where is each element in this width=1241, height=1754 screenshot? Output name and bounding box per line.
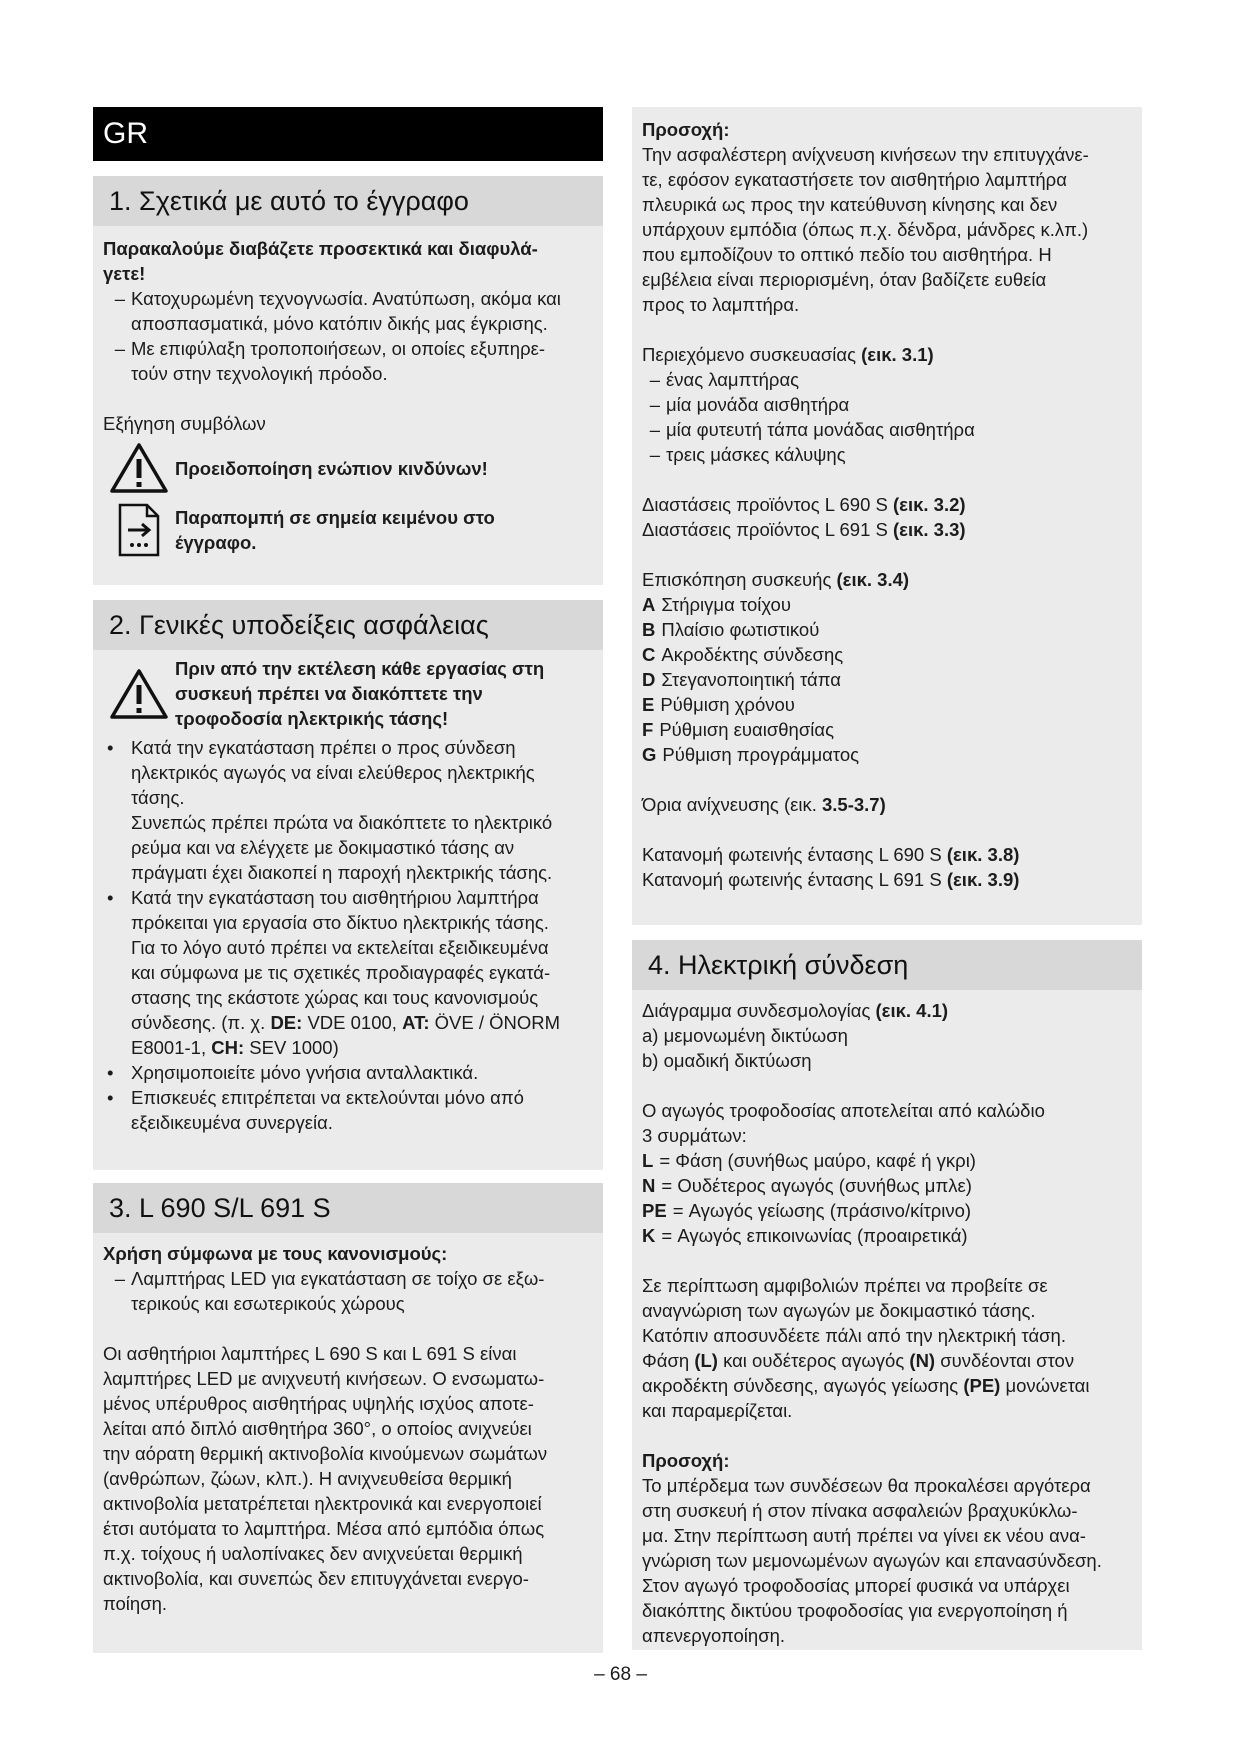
caution-line: υπάρχουν εμπόδια (όπως π.χ. δένδρα, μάνδρες κ.λπ.) — [642, 219, 1089, 240]
warning-triangle-icon — [109, 668, 169, 720]
caution-line: Την ασφαλέστερη ανίχνευση κινήσεων την επιτυγχάνε- — [642, 144, 1089, 165]
language-tag — [93, 107, 603, 161]
warning-triangle-icon — [109, 442, 169, 494]
s2-b2-line: και σύμφωνα με τις σχετικές προδιαγραφές εγκατά- — [131, 962, 551, 983]
doubt-line: Σε περίπτωση αμφιβολιών πρέπει να προβείτε σε — [642, 1275, 1048, 1296]
list-item: – τρεις μάσκες κάλυψης — [642, 442, 1132, 467]
doubt-line: Φάση (L) και ουδέτερος αγωγός (N) συνδέονται στον — [642, 1350, 1075, 1371]
wire-item: K = Αγωγός επικοινωνίας (προαιρετικά) — [642, 1225, 968, 1246]
package-item: μία φυτευτή τάπα μονάδας αισθητήρα — [666, 419, 975, 440]
s1-d1-line: αποσπασματικά, μόνο κατόπιν δικής μας έγκρισης. — [131, 313, 548, 334]
overview-item: D Στεγανοποιητική τάπα — [642, 669, 841, 690]
detection-range-label: Όρια ανίχνευσης (εικ. — [642, 794, 817, 815]
s2-b1-line: Κατά την εγκατάσταση πρέπει ο προς σύνδεση — [131, 737, 516, 758]
caution-line: στη συσκευή ή στον πίνακα ασφαλειών βραχυκύκλω- — [642, 1500, 1078, 1521]
section-2-panel — [93, 600, 603, 1170]
package-item: τρεις μάσκες κάλυψης — [666, 444, 846, 465]
s3-para-line: ποίηση. — [103, 1593, 168, 1614]
symbol-reference-text: έγγραφο. — [175, 532, 257, 553]
figure-ref: (εικ. 3.9) — [946, 869, 1020, 890]
s3-d1-line: Λαμπτήρας LED για εγκατάσταση σε τοίχο σε εξω- — [131, 1268, 545, 1289]
s2-b2-line: E8001-1, — [131, 1037, 212, 1058]
caution-line: εμβέλεια είναι περιορισμένη, όταν βαδίζετε ευθεία — [642, 269, 1047, 290]
doubt-line: αναγνώριση των αγωγών με δοκιμαστικό τάσης. — [642, 1300, 1036, 1321]
section-4-title: 4. Ηλεκτρική σύνδεση — [632, 940, 1142, 990]
doubt-line: και παραμερίζεται. — [642, 1400, 793, 1421]
page-number: – 68 – — [594, 1664, 647, 1685]
symbol-reference-text: Παραπομπή σε σημεία κειμένου στο — [175, 507, 495, 528]
s3-para-line: ακτινοβολία μετατρέπεται ηλεκτρονικά και ενεργοποιεί — [103, 1493, 542, 1514]
caution-heading: Προσοχή: — [642, 119, 730, 140]
section-3-panel — [93, 1183, 603, 1653]
light-distribution-label: Κατανομή φωτεινής έντασης L 690 S — [642, 844, 942, 865]
caution-line: διακόπτης δικτύου τροφοδοσίας για ενεργοποίηση ή — [642, 1600, 1068, 1621]
overview-heading — [642, 567, 1132, 592]
language-tag-label: GR — [103, 117, 148, 150]
s1-d2-line: Με επιφύλαξη τροποποιήσεων, οι οποίες εξυπηρε- — [131, 338, 546, 359]
overview-item: E Ρύθμιση χρόνου — [642, 694, 795, 715]
package-item: μία μονάδα αισθητήρα — [666, 394, 850, 415]
s1-intro-line: γετε! — [103, 263, 146, 284]
wire-item: L = Φάση (συνήθως μαύρο, καφέ ή γκρι) — [642, 1150, 976, 1171]
package-contents-label: Περιεχόμενο συσκευασίας — [642, 344, 856, 365]
s3-para-line: π.χ. τοίχους ή υαλοπίνακες δεν ανιχνεύεται θερμική — [103, 1543, 523, 1564]
s2-b2-line: ÖVE / ÖNORM — [429, 1012, 561, 1033]
s3-para-line: λαμπτήρες LED με ανιχνευτή κινήσεων. Ο ενσωματω- — [103, 1368, 545, 1389]
s2-b4-line: εξειδικευμένα συνεργεία. — [131, 1112, 333, 1133]
caution-line: τε, εφόσον εγκαταστήσετε τον αισθητήριο λαμπτήρα — [642, 169, 1067, 190]
section-1-title: 1. Σχετικά με αυτό το έγγραφο — [93, 176, 603, 226]
s3-para-line: λείται από διπλό αισθητήρα 360°, ο οποίος ανιχνεύει — [103, 1418, 532, 1439]
right-panel-continued — [632, 107, 1142, 925]
s2-b2-line: πρόκειται για εργασία στο δίκτυο ηλεκτρικής τάσης. — [131, 912, 549, 933]
list-item: – μία φυτευτή τάπα μονάδας αισθητήρα — [642, 417, 1132, 442]
country-code: AT: — [402, 1012, 430, 1033]
overview-item: B Πλαίσιο φωτιστικού — [642, 619, 820, 640]
wire-item: N = Ουδέτερος αγωγός (συνήθως μπλε) — [642, 1175, 972, 1196]
figure-ref: (εικ. 3.2) — [893, 494, 966, 515]
list-item: • Χρησιμοποιείτε μόνο γνήσια ανταλλακτικά. — [103, 1060, 593, 1085]
section-2-title: 2. Γενικές υποδείξεις ασφάλειας — [93, 600, 603, 650]
package-contents-heading — [642, 342, 1132, 367]
dimensions-line — [642, 517, 1132, 542]
supply-line: 3 συρμάτων: — [642, 1125, 747, 1146]
s2-b2-line: SEV 1000) — [244, 1037, 339, 1058]
list-item: • Κατά την εγκατάσταση του αισθητήριου λαμπτήρα πρόκειται για εργασία στο δίκτυο ηλεκτρικής τάσης. Για το λόγο αυτό πρέπει να εκτελείται εξειδικευμένα και σύμφωνα με τις σχετικές προδιαγραφές εγκατά- στασης της εκάστοτε χώρας και τους κανονισμούς σύνδεσης. (π. χ. DE: VDE 0100, AT: ÖVE / ÖNORM E8001-1, CH: SEV 1000) — [107, 887, 561, 1058]
s2-b4-line: Επισκευές επιτρέπεται να εκτελούνται μόνο από — [131, 1087, 524, 1108]
figure-ref: (εικ. 4.1) — [875, 1000, 949, 1021]
light-distribution-label: Κατανομή φωτεινής έντασης L 691 S — [642, 869, 942, 890]
overview-label: Επισκόπηση συσκευής — [642, 569, 832, 590]
power-warning-line: Πριν από την εκτέλεση κάθε εργασίας στη — [175, 658, 545, 679]
figure-ref: 3.5-3.7) — [822, 794, 886, 815]
wire-item: PE = Αγωγός γείωσης (πράσινο/κίτρινο) — [642, 1200, 972, 1221]
figure-ref: (εικ. 3.1) — [861, 344, 934, 365]
s2-b2-line: στασης της εκάστοτε χώρας και τους κανονισμούς — [131, 987, 539, 1008]
s2-b2-line: Για το λόγο αυτό πρέπει να εκτελείται εξειδικευμένα — [131, 937, 549, 958]
symbol-warning-row — [103, 442, 593, 494]
s2-b3: Χρησιμοποιείτε μόνο γνήσια ανταλλακτικά. — [131, 1062, 479, 1083]
doubt-line: ακροδέκτη σύνδεσης, αγωγός γείωσης (PE) μονώνεται — [642, 1375, 1090, 1396]
detection-range-line — [642, 792, 1132, 817]
symbols-heading: Εξήγηση συμβόλων — [103, 413, 266, 434]
caution-line: Το μπέρδεμα των συνδέσεων θα προκαλέσει αργότερα — [642, 1475, 1091, 1496]
s3-para-line: μένος υπέρυθρος αισθητήρας υψηλής ισχύος αποτε- — [103, 1393, 534, 1414]
list-item: • Επισκευές επιτρέπεται να εκτελούνται μόνο από εξειδικευμένα συνεργεία. — [107, 1087, 524, 1133]
list-item: – Κατοχυρωμένη τεχνογνωσία. Ανατύπωση, ακόμα και αποσπασματικά, μόνο κατόπιν δικής μας έγκρισης. — [114, 288, 561, 334]
light-distribution-line — [642, 842, 1132, 867]
caution-line: γνώριση των μεμονωμένων αγωγών και επανασύνδεση. — [642, 1550, 1102, 1571]
intended-use-heading: Χρήση σύμφωνα με τους κανονισμούς: — [103, 1243, 448, 1264]
s3-para-line: ακτινοβολία, και συνεπώς δεν επιτυγχάνεται ενεργο- — [103, 1568, 529, 1589]
figure-ref: (εικ. 3.3) — [893, 519, 966, 540]
dimensions-line — [642, 492, 1132, 517]
document-reference-icon — [117, 502, 161, 558]
s2-b1-line: Συνεπώς πρέπει πρώτα να διακόπτετε το ηλεκτρικό — [131, 812, 553, 833]
power-warning-row — [103, 656, 593, 731]
figure-ref: (εικ. 3.8) — [946, 844, 1020, 865]
light-distribution-line — [642, 867, 1132, 892]
caution-line: πλευρικά ως προς την κατεύθυνση κίνησης και δεν — [642, 194, 1058, 215]
caution-line: Στον αγωγό τροφοδοσίας μπορεί φυσικά να υπάρχει — [642, 1575, 1070, 1596]
list-item: – ένας λαμπτήρας — [642, 367, 1132, 392]
power-warning-line: τροφοδοσία ηλεκτρικής τάσης! — [175, 708, 449, 729]
wiring-diagram-line — [642, 998, 1132, 1023]
caution-heading: Προσοχή: — [642, 1450, 730, 1471]
s2-b1-line: ηλεκτρικός αγωγός να είναι ελεύθερος ηλεκτρικής — [131, 762, 535, 783]
s1-intro-line: Παρακαλούμε διαβάζετε προσεκτικά και διαφυλά- — [103, 238, 538, 259]
s2-b2-line: σύνδεσης. (π. χ. — [131, 1012, 271, 1033]
s3-para-line: την αόρατη θερμική ακτινοβολία κινούμενων σωμάτων — [103, 1443, 548, 1464]
list-item: – Με επιφύλαξη τροποποιήσεων, οι οποίες εξυπηρε- τούν στην τεχνολογική πρόοδο. — [114, 338, 546, 384]
s1-d1-line: Κατοχυρωμένη τεχνογνωσία. Ανατύπωση, ακόμα και — [131, 288, 561, 309]
symbol-warning-text: Προειδοποίηση ενώπιον κινδύνων! — [175, 457, 488, 479]
s2-b2-line: Κατά την εγκατάσταση του αισθητήριου λαμπτήρα — [131, 887, 539, 908]
package-item: ένας λαμπτήρας — [666, 369, 800, 390]
s3-d1-line: τερικούς και εσωτερικούς χώρους — [131, 1293, 405, 1314]
s2-b1-line: τάσης. — [131, 787, 185, 808]
s2-b1-line: ρεύμα και να ελέγχετε με δοκιμαστικό τάσης αν — [131, 837, 515, 858]
overview-item: C Ακροδέκτης σύνδεσης — [642, 644, 844, 665]
wiring-diagram-label: Διάγραμμα συνδεσμολογίας — [642, 1000, 871, 1021]
figure-ref: (εικ. 3.4) — [836, 569, 910, 590]
s3-para-line: Οι ασθητήριοι λαμπτήρες L 690 S και L 691 S είναι — [103, 1343, 517, 1364]
overview-item: G Ρύθμιση προγράμματος — [642, 744, 860, 765]
overview-item: F Ρύθμιση ευαισθησίας — [642, 719, 834, 740]
dimensions-label: Διαστάσεις προϊόντος L 690 S — [642, 494, 888, 515]
s2-b2-line: VDE 0100, — [302, 1012, 403, 1033]
dimensions-label: Διαστάσεις προϊόντος L 691 S — [642, 519, 888, 540]
doubt-line: Κατόπιν αποσυνδέετε πάλι από την ηλεκτρική τάση. — [642, 1325, 1066, 1346]
overview-item: A Στήριγμα τοίχου — [642, 594, 791, 615]
wiring-option: a) μεμονωμένη δικτύωση — [642, 1025, 848, 1046]
s3-para-line: έτσι αυτόματα το λαμπτήρα. Μέσα από εμπόδια όπως — [103, 1518, 545, 1539]
s3-para-line: (ανθρώπων, ζώων, κλπ.). Η ανιχνευθείσα θερμική — [103, 1468, 512, 1489]
country-code: DE: — [270, 1012, 303, 1033]
caution-line: μα. Στην περίπτωση αυτή πρέπει να γίνει εκ νέου ανα- — [642, 1525, 1086, 1546]
section-3-title: 3. L 690 S/L 691 S — [93, 1183, 603, 1233]
country-code: CH: — [211, 1037, 245, 1058]
s2-b1-line: πράγματι έχει διακοπεί η παροχή ηλεκτρικής τάσης. — [131, 862, 553, 883]
symbol-reference-row — [103, 502, 593, 558]
section-4-panel — [632, 940, 1142, 1650]
list-item: – Λαμπτήρας LED για εγκατάσταση σε τοίχο σε εξω- τερικούς και εσωτερικούς χώρους — [114, 1268, 545, 1314]
power-warning-line: συσκευή πρέπει να διακόπτετε την — [175, 683, 483, 704]
section-1-panel — [93, 176, 603, 585]
s1-d2-line: τούν στην τεχνολογική πρόοδο. — [131, 363, 388, 384]
list-item: • Κατά την εγκατάσταση πρέπει ο προς σύνδεση ηλεκτρικός αγωγός να είναι ελεύθερος ηλεκτρικής τάσης. Συνεπώς πρέπει πρώτα να διακόπτετε το ηλεκτρικό ρεύμα και να ελέγχετε με δοκιμαστικό τάσης αν πράγματι έχει διακοπεί η παροχή ηλεκτρικής τάσης. — [107, 737, 553, 883]
list-item: – μία μονάδα αισθητήρα — [642, 392, 1132, 417]
wiring-option: b) ομαδική δικτύωση — [642, 1050, 812, 1071]
caution-line: απενεργοποίηση. — [642, 1625, 786, 1646]
supply-line: Ο αγωγός τροφοδοσίας αποτελείται από καλώδιο — [642, 1100, 1045, 1121]
caution-line: που εμποδίζουν το οπτικό πεδίο του αισθητήρα. Η — [642, 244, 1052, 265]
caution-line: προς το λαμπτήρα. — [642, 294, 800, 315]
